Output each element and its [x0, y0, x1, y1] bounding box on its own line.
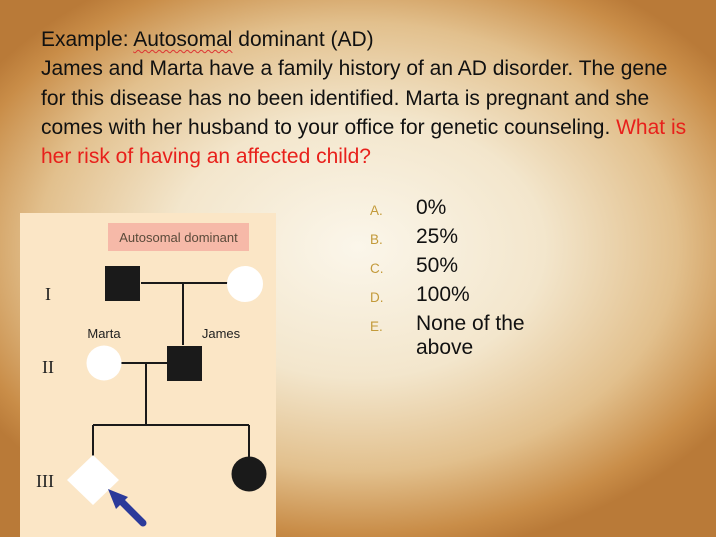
question-prefix: Example:	[41, 28, 134, 51]
generation-label-i: I	[45, 284, 51, 304]
answer-letter: D.	[370, 290, 384, 305]
answer-letter: C.	[370, 261, 384, 276]
question-topic: Autosomal	[133, 28, 233, 51]
unborn-child-diamond	[67, 455, 119, 505]
answer-option-a[interactable]	[370, 196, 610, 225]
answer-option-e[interactable]	[370, 312, 610, 364]
generation-label-iii: III	[36, 471, 54, 491]
answer-letter: A.	[370, 203, 383, 218]
proband-arrow	[108, 489, 143, 523]
answer-list	[370, 196, 610, 364]
answer-text: None of the above	[416, 312, 525, 359]
pedigree-panel	[20, 213, 276, 537]
generation-label-ii: II	[42, 357, 54, 377]
pedigree-chart	[20, 213, 276, 537]
question-body: James and Marta have a family history of an AD disorder. The gene for this disease has no been identified. Marta is pregnant and she comes with her husband to your office for genetic counseling.	[41, 57, 668, 139]
question-text	[41, 25, 691, 171]
answer-option-c[interactable]	[370, 254, 610, 283]
person-name-marta: Marta	[87, 326, 121, 341]
answer-text: 100%	[416, 283, 470, 306]
answer-letter: B.	[370, 232, 383, 247]
affected-male-grandfather	[105, 266, 140, 301]
unaffected-female-marta	[87, 346, 122, 381]
person-name-james: James	[201, 326, 241, 341]
pedigree-label: Autosomal dominant	[119, 230, 238, 245]
answer-text: 0%	[416, 196, 447, 219]
answer-letter: E.	[370, 319, 383, 334]
affected-male-james	[167, 346, 202, 381]
answer-text: 25%	[416, 225, 459, 248]
question-highlight: What is her risk of having an affected child?	[41, 115, 687, 169]
answer-text: 50%	[416, 254, 459, 277]
question-suffix: dominant (AD)	[232, 28, 374, 51]
affected-child	[232, 457, 267, 492]
unaffected-female-grandmother	[228, 267, 263, 302]
answer-option-b[interactable]	[370, 225, 610, 254]
answer-option-d[interactable]	[370, 283, 610, 312]
